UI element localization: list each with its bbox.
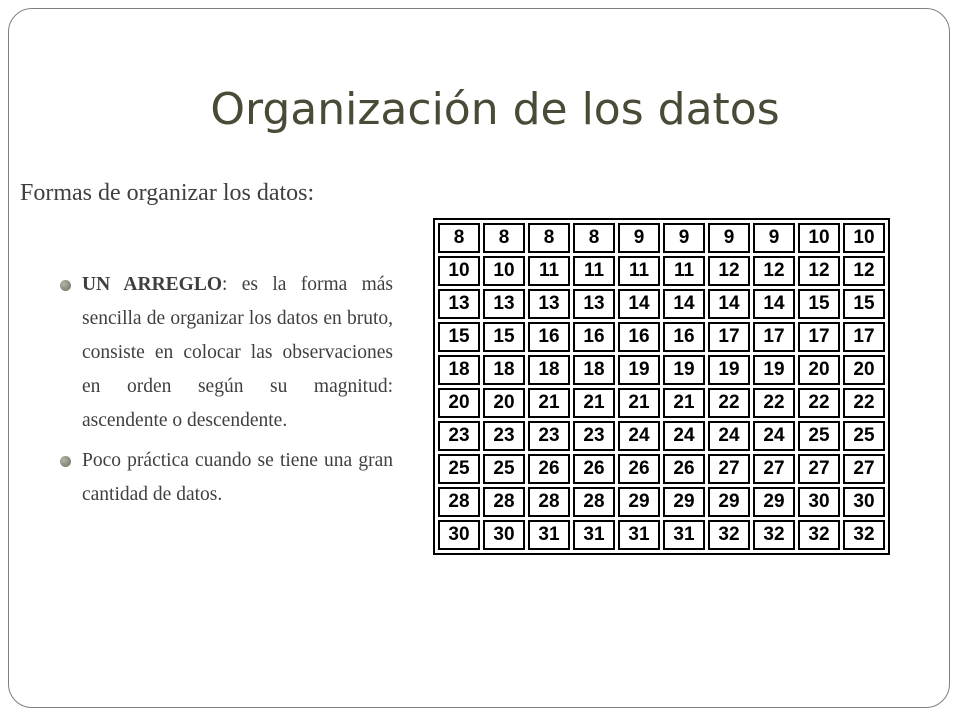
table-cell: 26: [663, 454, 705, 484]
table-cell: 29: [663, 487, 705, 517]
table-cell: 27: [708, 454, 750, 484]
table-cell: 13: [483, 289, 525, 319]
bullet-term: UN ARREGLO: [82, 274, 223, 295]
bullet-list: [56, 268, 393, 518]
table-cell: 15: [483, 322, 525, 352]
table-cell: 21: [618, 388, 660, 418]
bullet-icon: [60, 280, 71, 291]
table-row: [438, 454, 885, 484]
table-cell: 19: [708, 355, 750, 385]
table-cell: 20: [798, 355, 840, 385]
table-cell: 24: [663, 421, 705, 451]
table-cell: 14: [708, 289, 750, 319]
table-cell: 14: [618, 289, 660, 319]
table-cell: 31: [528, 520, 570, 550]
table-cell: 16: [663, 322, 705, 352]
table-cell: 11: [573, 256, 615, 286]
table-cell: 26: [573, 454, 615, 484]
table-cell: 8: [483, 223, 525, 253]
table-cell: 18: [528, 355, 570, 385]
table-row: [438, 355, 885, 385]
table-cell: 13: [438, 289, 480, 319]
table-cell: 16: [528, 322, 570, 352]
table-cell: 19: [753, 355, 795, 385]
table-cell: 22: [798, 388, 840, 418]
table-cell: 13: [573, 289, 615, 319]
table-cell: 30: [438, 520, 480, 550]
table-cell: 21: [528, 388, 570, 418]
table-cell: 25: [438, 454, 480, 484]
bullet-text: Poco práctica cuando se tiene una gran cantidad de datos.: [82, 450, 393, 505]
bullet-text: : es la forma más sencilla de organizar los datos en bruto, consiste en colocar las observaciones en orden según su magnitud: ascendente o descendente.: [82, 274, 393, 431]
table-cell: 24: [753, 421, 795, 451]
table-cell: 13: [528, 289, 570, 319]
table-row: [438, 256, 885, 286]
table-row: [438, 289, 885, 319]
table-cell: 17: [843, 322, 885, 352]
table-cell: 15: [438, 322, 480, 352]
table-cell: 8: [438, 223, 480, 253]
data-array-table: [433, 218, 890, 555]
table-cell: 14: [753, 289, 795, 319]
table-cell: 15: [798, 289, 840, 319]
table-cell: 30: [843, 487, 885, 517]
table-cell: 21: [663, 388, 705, 418]
table-cell: 22: [843, 388, 885, 418]
table-cell: 28: [573, 487, 615, 517]
table-cell: 32: [753, 520, 795, 550]
table-cell: 32: [843, 520, 885, 550]
table-cell: 28: [528, 487, 570, 517]
table-cell: 31: [573, 520, 615, 550]
table-cell: 30: [798, 487, 840, 517]
table-cell: 23: [573, 421, 615, 451]
table-cell: 8: [528, 223, 570, 253]
table-cell: 9: [753, 223, 795, 253]
table-cell: 21: [573, 388, 615, 418]
table-cell: 19: [618, 355, 660, 385]
table-cell: 9: [618, 223, 660, 253]
table-cell: 17: [708, 322, 750, 352]
table-cell: 10: [798, 223, 840, 253]
table-cell: 18: [573, 355, 615, 385]
table-row: [438, 487, 885, 517]
table-cell: 12: [843, 256, 885, 286]
bullet-item-poco-practica: [56, 444, 393, 512]
table-cell: 23: [438, 421, 480, 451]
table-cell: 10: [483, 256, 525, 286]
table-cell: 15: [843, 289, 885, 319]
table-cell: 11: [663, 256, 705, 286]
table-cell: 29: [708, 487, 750, 517]
table-cell: 25: [843, 421, 885, 451]
table-cell: 23: [483, 421, 525, 451]
table-cell: 12: [708, 256, 750, 286]
table-cell: 30: [483, 520, 525, 550]
table-cell: 23: [528, 421, 570, 451]
table-cell: 10: [843, 223, 885, 253]
table-cell: 31: [663, 520, 705, 550]
table-row: [438, 421, 885, 451]
table-cell: 16: [573, 322, 615, 352]
slide-title: Organización de los datos: [210, 84, 780, 135]
table-cell: 25: [798, 421, 840, 451]
table-cell: 26: [618, 454, 660, 484]
table-cell: 20: [483, 388, 525, 418]
bullet-item-arreglo: [56, 268, 393, 438]
table-cell: 27: [843, 454, 885, 484]
table-row: [438, 223, 885, 253]
table-cell: 10: [438, 256, 480, 286]
table-cell: 18: [438, 355, 480, 385]
slide-subtitle: Formas de organizar los datos:: [20, 180, 315, 206]
table-row: [438, 388, 885, 418]
table-cell: 24: [618, 421, 660, 451]
table-row: [438, 520, 885, 550]
table-cell: 16: [618, 322, 660, 352]
table-cell: 27: [798, 454, 840, 484]
table-cell: 8: [573, 223, 615, 253]
table-cell: 32: [798, 520, 840, 550]
table-cell: 19: [663, 355, 705, 385]
table-cell: 12: [798, 256, 840, 286]
table-cell: 11: [618, 256, 660, 286]
table-cell: 17: [753, 322, 795, 352]
table-cell: 26: [528, 454, 570, 484]
table-cell: 29: [618, 487, 660, 517]
table-cell: 22: [708, 388, 750, 418]
table-cell: 12: [753, 256, 795, 286]
table-cell: 14: [663, 289, 705, 319]
table-cell: 18: [483, 355, 525, 385]
table-cell: 22: [753, 388, 795, 418]
table-cell: 17: [798, 322, 840, 352]
table-cell: 24: [708, 421, 750, 451]
table-row: [438, 322, 885, 352]
table-cell: 28: [438, 487, 480, 517]
table-cell: 29: [753, 487, 795, 517]
table-cell: 31: [618, 520, 660, 550]
table-cell: 20: [843, 355, 885, 385]
table-cell: 20: [438, 388, 480, 418]
bullet-icon: [60, 456, 71, 467]
table-cell: 25: [483, 454, 525, 484]
table-cell: 11: [528, 256, 570, 286]
table-cell: 28: [483, 487, 525, 517]
table-cell: 9: [663, 223, 705, 253]
table-cell: 32: [708, 520, 750, 550]
table-cell: 9: [708, 223, 750, 253]
table-cell: 27: [753, 454, 795, 484]
